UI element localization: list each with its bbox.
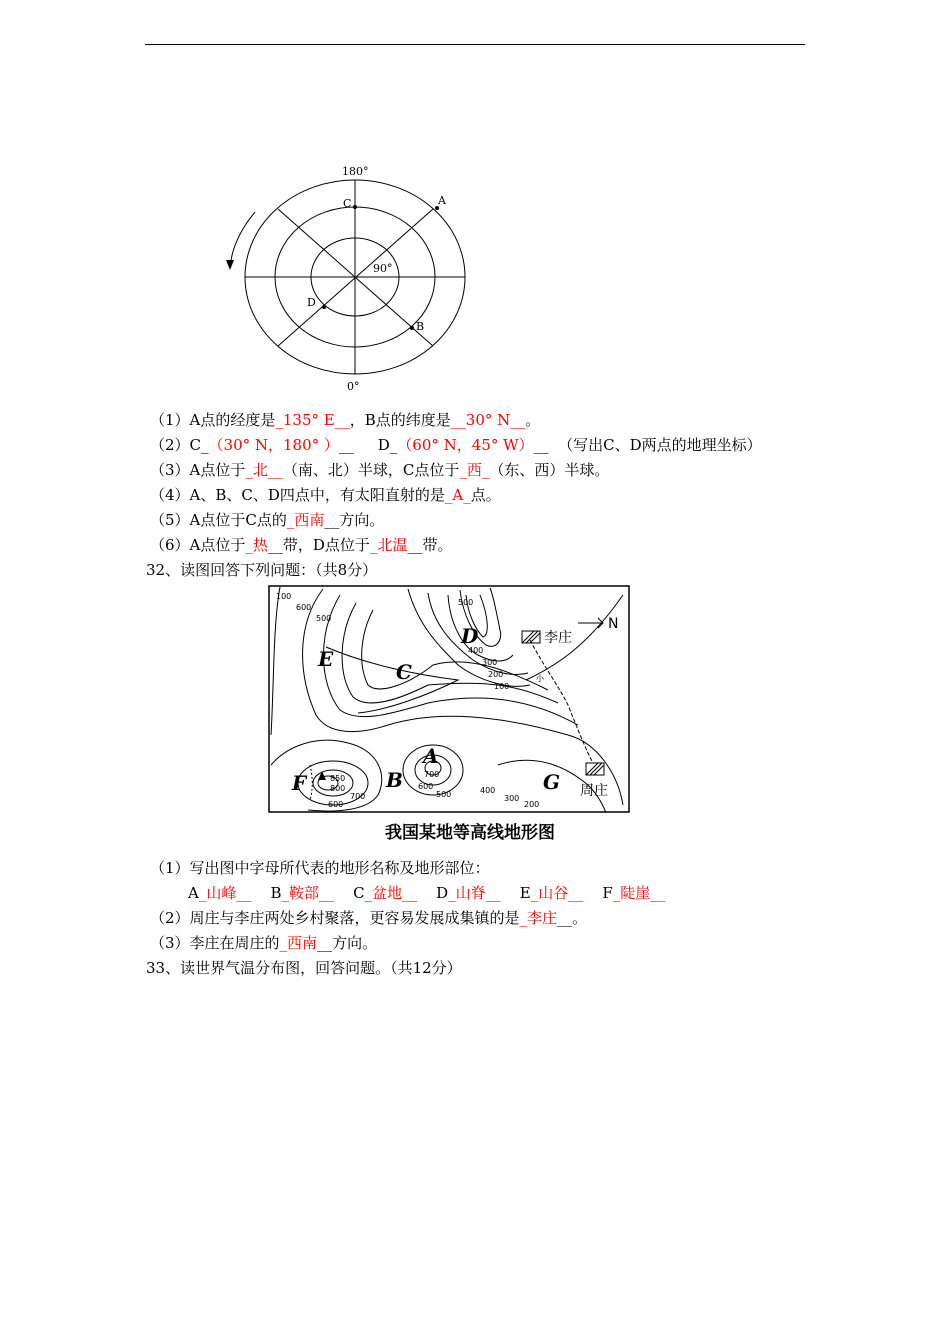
q32-line-2: （2）周庄与李庄两处乡村聚落，更容易发展成集镇的是_李庄__。 (150, 909, 588, 927)
village-lizhuang: 李庄 (544, 630, 572, 646)
contour-label: 600 (296, 603, 312, 612)
label-180: 180° (342, 165, 369, 178)
map-letter-a: A (423, 744, 439, 768)
polar-projection-figure (220, 160, 480, 395)
rotation-arrow-icon (230, 212, 255, 268)
contour-label: 400 (480, 786, 496, 795)
q32-answers-row: A_山峰__ B_鞍部__ C_盆地__ D_山脊__ E_山谷__ F_陡崖__ (188, 884, 666, 902)
q32-line-1: （1）写出图中字母所代表的地形名称及地形部位： (150, 859, 490, 877)
map-letter-b: B (386, 768, 403, 792)
point-a-label: A (438, 194, 446, 207)
contour-label: 600 (418, 782, 434, 791)
point-d-dot (322, 305, 326, 309)
river-label: 小 (536, 674, 544, 683)
contour-label: 200 (524, 800, 540, 809)
point-d-label: D (307, 296, 316, 309)
header-rule (145, 44, 805, 45)
label-90: 90° (373, 262, 393, 275)
contour-label: 100 (494, 682, 510, 691)
q31-line-6: （6）A点位于_热__带，D点位于_北温__带。 (150, 536, 453, 554)
map-letter-g: G (543, 770, 561, 794)
contour-label: 300 (504, 794, 520, 803)
contour-label: 500 (458, 598, 474, 607)
contour-label: 600 (328, 800, 344, 809)
contour-label: 500 (316, 614, 332, 623)
contour-label: 850 (330, 774, 346, 783)
point-c-dot (353, 205, 357, 209)
village-zhouzhuang: 周庄 (580, 783, 608, 799)
contour-label: 100 (276, 592, 292, 601)
contour-label: 700 (350, 792, 366, 801)
contour-map (268, 585, 630, 817)
point-b-label: B (416, 320, 425, 333)
map-letter-d: D (461, 624, 479, 648)
q33-heading: 33、读世界气温分布图，回答问题。（共12分） (146, 959, 462, 977)
map-caption: 我国某地等高线地形图 (385, 823, 555, 843)
rotation-arrowhead-icon (226, 260, 234, 270)
q31-line-5: （5）A点位于C点的_西南__方向。 (150, 511, 385, 529)
contour-label: 700 (424, 770, 440, 779)
q31-line-3: （3）A点位于_北__（南、北）半球，C点位于_西_（东、西）半球。 (150, 461, 610, 479)
label-0: 0° (347, 380, 360, 393)
contour-label: 800 (330, 784, 346, 793)
q32-line-3: （3）李庄在周庄的_西南__方向。 (150, 934, 378, 952)
q31-line-2: （2）C_（30° N，180° ）__ D_（60° N，45° W）__ （写出C、D两点的地理坐标） (150, 436, 762, 454)
contour-label: 200 (488, 670, 504, 679)
q31-line-1: （1）A点的经度是_135° E__，B点的纬度是__30° N__。 (150, 411, 541, 429)
point-c-label: C (343, 197, 352, 210)
point-b-dot (410, 326, 414, 330)
q31-line-4: （4）A、B、C、D四点中，有太阳直射的是_A_点。 (150, 486, 501, 504)
map-letter-c: C (396, 660, 412, 684)
map-letter-f: F (292, 771, 307, 795)
contour-label: 300 (482, 658, 498, 667)
contour-label: 500 (436, 790, 452, 799)
q32-heading: 32、读图回答下列问题：（共8分） (146, 561, 378, 579)
map-letter-e: E (318, 647, 334, 671)
contour-label: 400 (468, 646, 484, 655)
north-label: N (608, 616, 619, 632)
